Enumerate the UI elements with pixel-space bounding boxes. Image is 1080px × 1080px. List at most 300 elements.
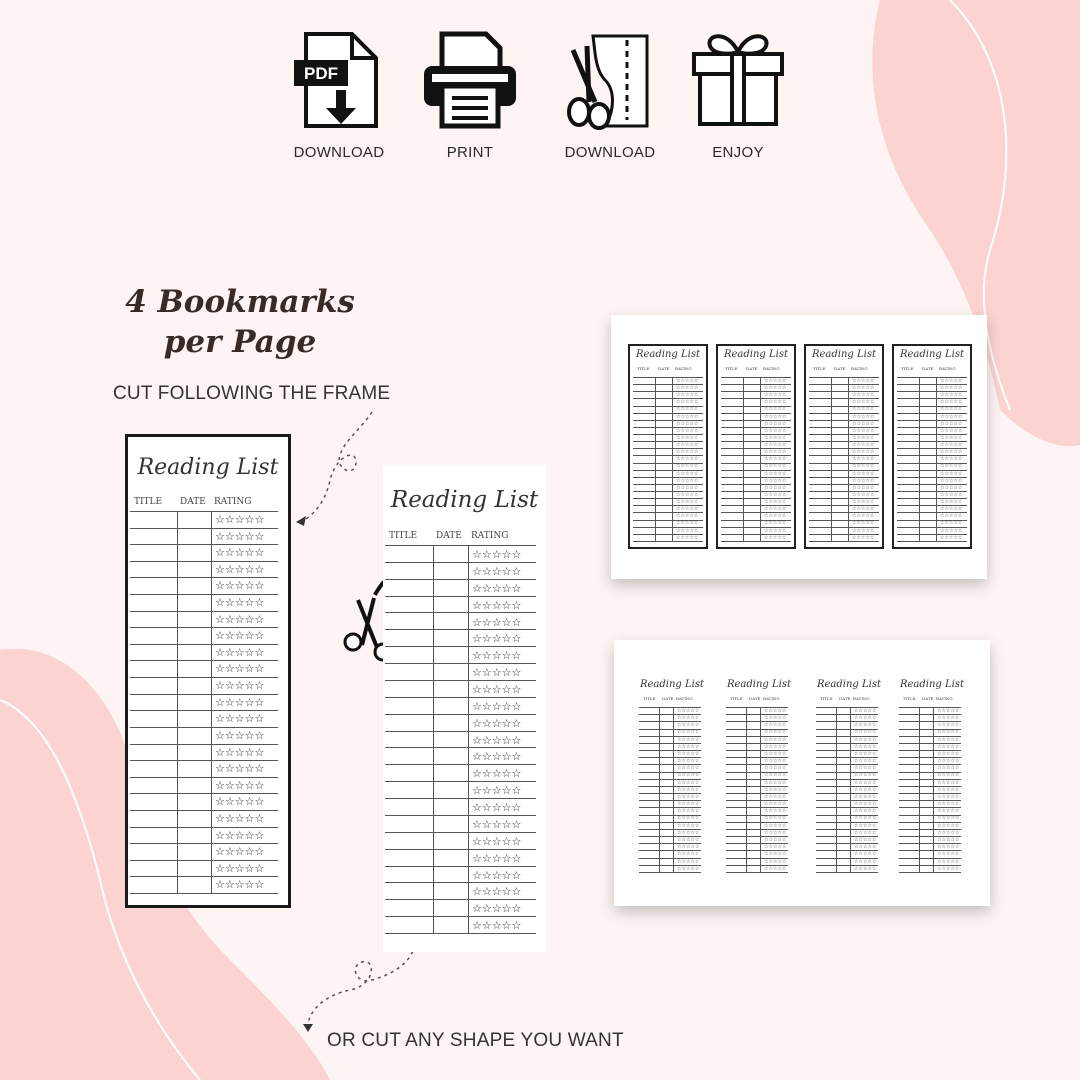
rating-stars: ☆☆☆☆☆ — [472, 548, 522, 562]
rating-stars: ☆☆☆☆☆ — [472, 767, 522, 781]
rating-stars: ☆☆☆☆☆ — [764, 513, 787, 520]
column-header: RATING — [675, 366, 692, 371]
bookmark-table — [897, 366, 970, 541]
rating-stars: ☆☆☆☆☆ — [677, 772, 700, 779]
rating-stars: ☆☆☆☆☆ — [764, 750, 787, 757]
column-header: DATE — [839, 696, 851, 701]
table-row-line — [726, 872, 788, 873]
rating-stars: ☆☆☆☆☆ — [940, 442, 963, 449]
column-header: RATING — [936, 696, 953, 701]
rating-stars: ☆☆☆☆☆ — [676, 377, 699, 384]
step-label-print: PRINT — [446, 144, 494, 161]
rating-stars: ☆☆☆☆☆ — [676, 527, 699, 534]
rating-stars: ☆☆☆☆☆ — [764, 758, 787, 765]
rating-stars: ☆☆☆☆☆ — [940, 534, 963, 541]
rating-stars: ☆☆☆☆☆ — [764, 793, 787, 800]
column-header: RATING — [471, 531, 509, 541]
rating-stars: ☆☆☆☆☆ — [676, 449, 699, 456]
rating-stars: ☆☆☆☆☆ — [764, 392, 787, 399]
rating-stars: ☆☆☆☆☆ — [852, 463, 875, 470]
rating-stars: ☆☆☆☆☆ — [937, 808, 960, 815]
table-column-line — [433, 545, 434, 933]
rating-stars: ☆☆☆☆☆ — [676, 384, 699, 391]
table-row-line — [385, 545, 536, 546]
rating-stars: ☆☆☆☆☆ — [854, 743, 877, 750]
rating-stars: ☆☆☆☆☆ — [764, 743, 787, 750]
rating-stars: ☆☆☆☆☆ — [940, 506, 963, 513]
column-header: TITLE — [901, 366, 914, 371]
rating-stars: ☆☆☆☆☆ — [937, 844, 960, 851]
rating-stars: ☆☆☆☆☆ — [677, 822, 700, 829]
rating-stars: ☆☆☆☆☆ — [677, 844, 700, 851]
column-header: RATING — [676, 696, 693, 701]
rating-stars: ☆☆☆☆☆ — [677, 779, 700, 786]
rating-stars: ☆☆☆☆☆ — [676, 406, 699, 413]
rating-stars: ☆☆☆☆☆ — [764, 527, 787, 534]
rating-stars: ☆☆☆☆☆ — [472, 699, 522, 713]
bookmark-title: Reading List — [137, 455, 279, 480]
rating-stars: ☆☆☆☆☆ — [937, 715, 960, 722]
rating-stars: ☆☆☆☆☆ — [764, 427, 787, 434]
rating-stars: ☆☆☆☆☆ — [764, 456, 787, 463]
table-column-line — [933, 707, 934, 872]
column-header: DATE — [746, 366, 758, 371]
bookmark-table — [721, 366, 794, 541]
rating-stars: ☆☆☆☆☆ — [764, 449, 787, 456]
table-column-line — [760, 707, 761, 872]
rating-stars: ☆☆☆☆☆ — [764, 736, 787, 743]
caption-cut-shape: OR CUT ANY SHAPE YOU WANT — [327, 1030, 624, 1051]
rating-stars: ☆☆☆☆☆ — [940, 449, 963, 456]
column-header: TITLE — [637, 366, 650, 371]
rating-stars: ☆☆☆☆☆ — [472, 885, 522, 899]
rating-stars: ☆☆☆☆☆ — [852, 377, 875, 384]
rating-stars: ☆☆☆☆☆ — [854, 772, 877, 779]
rating-stars: ☆☆☆☆☆ — [852, 527, 875, 534]
rating-stars: ☆☆☆☆☆ — [854, 836, 877, 843]
bookmark-title: Reading List — [639, 679, 705, 690]
rating-stars: ☆☆☆☆☆ — [940, 420, 963, 427]
column-header: TITLE — [134, 497, 163, 507]
rating-stars: ☆☆☆☆☆ — [937, 815, 960, 822]
rating-stars: ☆☆☆☆☆ — [764, 808, 787, 815]
rating-stars: ☆☆☆☆☆ — [764, 858, 787, 865]
rating-stars: ☆☆☆☆☆ — [472, 733, 522, 747]
rating-stars: ☆☆☆☆☆ — [472, 750, 522, 764]
rating-stars: ☆☆☆☆☆ — [852, 470, 875, 477]
rating-stars: ☆☆☆☆☆ — [937, 743, 960, 750]
rating-stars: ☆☆☆☆☆ — [937, 707, 960, 714]
rating-stars: ☆☆☆☆☆ — [215, 695, 265, 709]
rating-stars: ☆☆☆☆☆ — [472, 598, 522, 612]
rating-stars: ☆☆☆☆☆ — [764, 399, 787, 406]
rating-stars: ☆☆☆☆☆ — [854, 707, 877, 714]
rating-stars: ☆☆☆☆☆ — [764, 815, 787, 822]
column-header: RATING — [763, 366, 780, 371]
column-header: RATING — [939, 366, 956, 371]
rating-stars: ☆☆☆☆☆ — [940, 499, 963, 506]
column-header: RATING — [763, 696, 780, 701]
rating-stars: ☆☆☆☆☆ — [215, 529, 265, 543]
rating-stars: ☆☆☆☆☆ — [854, 815, 877, 822]
rating-stars: ☆☆☆☆☆ — [215, 778, 265, 792]
rating-stars: ☆☆☆☆☆ — [472, 902, 522, 916]
column-header: TITLE — [820, 696, 833, 701]
rating-stars: ☆☆☆☆☆ — [764, 406, 787, 413]
rating-stars: ☆☆☆☆☆ — [472, 919, 522, 933]
rating-stars: ☆☆☆☆☆ — [472, 817, 522, 831]
rating-stars: ☆☆☆☆☆ — [677, 851, 700, 858]
rating-stars: ☆☆☆☆☆ — [937, 779, 960, 786]
column-header: RATING — [851, 366, 868, 371]
rating-stars: ☆☆☆☆☆ — [937, 722, 960, 729]
rating-stars: ☆☆☆☆☆ — [472, 682, 522, 696]
rating-stars: ☆☆☆☆☆ — [940, 513, 963, 520]
rating-stars: ☆☆☆☆☆ — [676, 427, 699, 434]
rating-stars: ☆☆☆☆☆ — [852, 392, 875, 399]
bookmark-title: Reading List — [899, 349, 965, 360]
rating-stars: ☆☆☆☆☆ — [215, 878, 265, 892]
column-header: DATE — [749, 696, 761, 701]
caption-cut-frame: CUT FOLLOWING THE FRAME — [113, 383, 391, 404]
rating-stars: ☆☆☆☆☆ — [677, 758, 700, 765]
rating-stars: ☆☆☆☆☆ — [937, 750, 960, 757]
rating-stars: ☆☆☆☆☆ — [937, 786, 960, 793]
bookmark-unframed — [383, 465, 546, 952]
table-row-line — [721, 541, 791, 542]
bookmark-table — [130, 497, 288, 893]
rating-stars: ☆☆☆☆☆ — [940, 520, 963, 527]
rating-stars: ☆☆☆☆☆ — [854, 765, 877, 772]
rating-stars: ☆☆☆☆☆ — [852, 406, 875, 413]
rating-stars: ☆☆☆☆☆ — [852, 484, 875, 491]
rating-stars: ☆☆☆☆☆ — [764, 844, 787, 851]
step-label-enjoy: ENJOY — [712, 144, 764, 161]
rating-stars: ☆☆☆☆☆ — [854, 801, 877, 808]
rating-stars: ☆☆☆☆☆ — [215, 679, 265, 693]
rating-stars: ☆☆☆☆☆ — [764, 865, 787, 872]
bookmark-table — [726, 696, 795, 872]
rating-stars: ☆☆☆☆☆ — [677, 722, 700, 729]
table-column-line — [655, 377, 656, 541]
rating-stars: ☆☆☆☆☆ — [940, 392, 963, 399]
rating-stars: ☆☆☆☆☆ — [472, 615, 522, 629]
rating-stars: ☆☆☆☆☆ — [852, 420, 875, 427]
rating-stars: ☆☆☆☆☆ — [677, 750, 700, 757]
rating-stars: ☆☆☆☆☆ — [215, 662, 265, 676]
rating-stars: ☆☆☆☆☆ — [940, 484, 963, 491]
rating-stars: ☆☆☆☆☆ — [764, 829, 787, 836]
rating-stars: ☆☆☆☆☆ — [764, 836, 787, 843]
headline-line-1: 4 Bookmarks — [125, 284, 355, 320]
rating-stars: ☆☆☆☆☆ — [677, 707, 700, 714]
rating-stars: ☆☆☆☆☆ — [852, 384, 875, 391]
rating-stars: ☆☆☆☆☆ — [215, 579, 265, 593]
rating-stars: ☆☆☆☆☆ — [677, 801, 700, 808]
rating-stars: ☆☆☆☆☆ — [854, 736, 877, 743]
rating-stars: ☆☆☆☆☆ — [676, 413, 699, 420]
rating-stars: ☆☆☆☆☆ — [854, 865, 877, 872]
rating-stars: ☆☆☆☆☆ — [852, 491, 875, 498]
table-column-line — [746, 707, 747, 872]
rating-stars: ☆☆☆☆☆ — [854, 822, 877, 829]
rating-stars: ☆☆☆☆☆ — [940, 377, 963, 384]
rating-stars: ☆☆☆☆☆ — [764, 822, 787, 829]
table-row-line — [633, 541, 703, 542]
rating-stars: ☆☆☆☆☆ — [854, 808, 877, 815]
rating-stars: ☆☆☆☆☆ — [854, 729, 877, 736]
column-header: TITLE — [725, 366, 738, 371]
rating-stars: ☆☆☆☆☆ — [215, 861, 265, 875]
rating-stars: ☆☆☆☆☆ — [676, 491, 699, 498]
rating-stars: ☆☆☆☆☆ — [215, 845, 265, 859]
rating-stars: ☆☆☆☆☆ — [215, 712, 265, 726]
rating-stars: ☆☆☆☆☆ — [852, 434, 875, 441]
rating-stars: ☆☆☆☆☆ — [764, 470, 787, 477]
rating-stars: ☆☆☆☆☆ — [677, 829, 700, 836]
rating-stars: ☆☆☆☆☆ — [854, 844, 877, 851]
table-column-line — [177, 511, 178, 893]
rating-stars: ☆☆☆☆☆ — [676, 392, 699, 399]
rating-stars: ☆☆☆☆☆ — [215, 645, 265, 659]
rating-stars: ☆☆☆☆☆ — [472, 716, 522, 730]
rating-stars: ☆☆☆☆☆ — [937, 729, 960, 736]
table-row-line — [816, 872, 878, 873]
column-header: DATE — [436, 531, 462, 541]
bookmark-title: Reading List — [723, 349, 789, 360]
rating-stars: ☆☆☆☆☆ — [854, 750, 877, 757]
mini-bookmark — [723, 676, 795, 876]
column-header: TITLE — [389, 531, 418, 541]
rating-stars: ☆☆☆☆☆ — [764, 499, 787, 506]
column-header: TITLE — [903, 696, 916, 701]
rating-stars: ☆☆☆☆☆ — [852, 449, 875, 456]
rating-stars: ☆☆☆☆☆ — [472, 581, 522, 595]
rating-stars: ☆☆☆☆☆ — [764, 420, 787, 427]
rating-stars: ☆☆☆☆☆ — [940, 434, 963, 441]
rating-stars: ☆☆☆☆☆ — [854, 793, 877, 800]
rating-stars: ☆☆☆☆☆ — [852, 534, 875, 541]
rating-stars: ☆☆☆☆☆ — [677, 765, 700, 772]
rating-stars: ☆☆☆☆☆ — [937, 758, 960, 765]
rating-stars: ☆☆☆☆☆ — [764, 851, 787, 858]
rating-stars: ☆☆☆☆☆ — [472, 834, 522, 848]
rating-stars: ☆☆☆☆☆ — [764, 779, 787, 786]
rating-stars: ☆☆☆☆☆ — [764, 377, 787, 384]
rating-stars: ☆☆☆☆☆ — [937, 865, 960, 872]
rating-stars: ☆☆☆☆☆ — [940, 491, 963, 498]
rating-stars: ☆☆☆☆☆ — [676, 506, 699, 513]
rating-stars: ☆☆☆☆☆ — [854, 722, 877, 729]
rating-stars: ☆☆☆☆☆ — [937, 858, 960, 865]
rating-stars: ☆☆☆☆☆ — [937, 836, 960, 843]
table-column-line — [836, 707, 837, 872]
rating-stars: ☆☆☆☆☆ — [854, 858, 877, 865]
rating-stars: ☆☆☆☆☆ — [854, 779, 877, 786]
rating-stars: ☆☆☆☆☆ — [677, 729, 700, 736]
column-header: DATE — [662, 696, 674, 701]
rating-stars: ☆☆☆☆☆ — [852, 413, 875, 420]
rating-stars: ☆☆☆☆☆ — [215, 811, 265, 825]
column-header: DATE — [922, 696, 934, 701]
rating-stars: ☆☆☆☆☆ — [676, 420, 699, 427]
rating-stars: ☆☆☆☆☆ — [677, 808, 700, 815]
table-row-line — [130, 511, 278, 512]
mini-bookmark — [636, 676, 708, 876]
rating-stars: ☆☆☆☆☆ — [676, 463, 699, 470]
rating-stars: ☆☆☆☆☆ — [215, 512, 265, 526]
rating-stars: ☆☆☆☆☆ — [764, 520, 787, 527]
column-header: TITLE — [643, 696, 656, 701]
mini-bookmark — [716, 344, 796, 549]
rating-stars: ☆☆☆☆☆ — [676, 534, 699, 541]
rating-stars: ☆☆☆☆☆ — [764, 534, 787, 541]
table-column-line — [211, 511, 212, 893]
rating-stars: ☆☆☆☆☆ — [472, 649, 522, 663]
rating-stars: ☆☆☆☆☆ — [764, 707, 787, 714]
column-header: DATE — [180, 497, 206, 507]
rating-stars: ☆☆☆☆☆ — [676, 499, 699, 506]
rating-stars: ☆☆☆☆☆ — [940, 399, 963, 406]
rating-stars: ☆☆☆☆☆ — [852, 399, 875, 406]
rating-stars: ☆☆☆☆☆ — [764, 484, 787, 491]
table-row-line — [897, 541, 967, 542]
rating-stars: ☆☆☆☆☆ — [677, 786, 700, 793]
step-label-download-2: DOWNLOAD — [564, 144, 656, 161]
rating-stars: ☆☆☆☆☆ — [472, 666, 522, 680]
rating-stars: ☆☆☆☆☆ — [215, 728, 265, 742]
rating-stars: ☆☆☆☆☆ — [472, 784, 522, 798]
bookmark-table — [633, 366, 706, 541]
mini-bookmark — [804, 344, 884, 549]
rating-stars: ☆☆☆☆☆ — [215, 745, 265, 759]
rating-stars: ☆☆☆☆☆ — [937, 801, 960, 808]
rating-stars: ☆☆☆☆☆ — [764, 729, 787, 736]
rating-stars: ☆☆☆☆☆ — [764, 786, 787, 793]
table-row-line — [639, 872, 701, 873]
rating-stars: ☆☆☆☆☆ — [940, 384, 963, 391]
bookmark-title: Reading List — [390, 487, 539, 513]
rating-stars: ☆☆☆☆☆ — [854, 715, 877, 722]
rating-stars: ☆☆☆☆☆ — [215, 795, 265, 809]
rating-stars: ☆☆☆☆☆ — [852, 442, 875, 449]
rating-stars: ☆☆☆☆☆ — [937, 851, 960, 858]
rating-stars: ☆☆☆☆☆ — [940, 406, 963, 413]
rating-stars: ☆☆☆☆☆ — [852, 506, 875, 513]
rating-stars: ☆☆☆☆☆ — [215, 629, 265, 643]
rating-stars: ☆☆☆☆☆ — [764, 491, 787, 498]
step-label-download: DOWNLOAD — [293, 144, 385, 161]
bookmark-table — [639, 696, 708, 872]
rating-stars: ☆☆☆☆☆ — [677, 815, 700, 822]
table-column-line — [760, 377, 761, 541]
column-header: DATE — [658, 366, 670, 371]
rating-stars: ☆☆☆☆☆ — [676, 434, 699, 441]
rating-stars: ☆☆☆☆☆ — [764, 442, 787, 449]
bookmark-title: Reading List — [811, 349, 877, 360]
rating-stars: ☆☆☆☆☆ — [852, 456, 875, 463]
rating-stars: ☆☆☆☆☆ — [937, 793, 960, 800]
rating-stars: ☆☆☆☆☆ — [676, 442, 699, 449]
rating-stars: ☆☆☆☆☆ — [764, 463, 787, 470]
rating-stars: ☆☆☆☆☆ — [852, 427, 875, 434]
table-column-line — [919, 377, 920, 541]
rating-stars: ☆☆☆☆☆ — [215, 562, 265, 576]
rating-stars: ☆☆☆☆☆ — [937, 765, 960, 772]
rating-stars: ☆☆☆☆☆ — [676, 484, 699, 491]
table-column-line — [672, 377, 673, 541]
rating-stars: ☆☆☆☆☆ — [764, 715, 787, 722]
rating-stars: ☆☆☆☆☆ — [215, 762, 265, 776]
bookmark-table — [809, 366, 882, 541]
rating-stars: ☆☆☆☆☆ — [764, 801, 787, 808]
rating-stars: ☆☆☆☆☆ — [940, 456, 963, 463]
rating-stars: ☆☆☆☆☆ — [676, 520, 699, 527]
rating-stars: ☆☆☆☆☆ — [854, 758, 877, 765]
bookmark-title: Reading List — [726, 679, 792, 690]
rating-stars: ☆☆☆☆☆ — [215, 828, 265, 842]
rating-stars: ☆☆☆☆☆ — [472, 801, 522, 815]
rating-stars: ☆☆☆☆☆ — [940, 527, 963, 534]
rating-stars: ☆☆☆☆☆ — [937, 772, 960, 779]
column-header: TITLE — [730, 696, 743, 701]
rating-stars: ☆☆☆☆☆ — [940, 413, 963, 420]
rating-stars: ☆☆☆☆☆ — [852, 477, 875, 484]
rating-stars: ☆☆☆☆☆ — [677, 715, 700, 722]
table-row-line — [899, 872, 961, 873]
rating-stars: ☆☆☆☆☆ — [854, 851, 877, 858]
rating-stars: ☆☆☆☆☆ — [852, 513, 875, 520]
rating-stars: ☆☆☆☆☆ — [215, 546, 265, 560]
sheet-framed — [611, 315, 987, 579]
mini-bookmark — [892, 344, 972, 549]
rating-stars: ☆☆☆☆☆ — [937, 829, 960, 836]
bookmark-title: Reading List — [816, 679, 882, 690]
rating-stars: ☆☆☆☆☆ — [764, 413, 787, 420]
rating-stars: ☆☆☆☆☆ — [472, 632, 522, 646]
bookmark-table — [816, 696, 885, 872]
bookmark-title: Reading List — [635, 349, 701, 360]
rating-stars: ☆☆☆☆☆ — [852, 499, 875, 506]
table-column-line — [919, 707, 920, 872]
rating-stars: ☆☆☆☆☆ — [472, 851, 522, 865]
rating-stars: ☆☆☆☆☆ — [215, 612, 265, 626]
rating-stars: ☆☆☆☆☆ — [764, 434, 787, 441]
table-column-line — [850, 707, 851, 872]
rating-stars: ☆☆☆☆☆ — [677, 736, 700, 743]
rating-stars: ☆☆☆☆☆ — [764, 765, 787, 772]
table-column-line — [468, 545, 469, 933]
table-column-line — [659, 707, 660, 872]
bookmark-title: Reading List — [899, 679, 965, 690]
mini-bookmark — [628, 344, 708, 549]
bookmark-table — [899, 696, 968, 872]
rating-stars: ☆☆☆☆☆ — [764, 506, 787, 513]
rating-stars: ☆☆☆☆☆ — [677, 865, 700, 872]
column-header: RATING — [214, 497, 252, 507]
sheet-unframed — [614, 640, 990, 906]
table-column-line — [673, 707, 674, 872]
rating-stars: ☆☆☆☆☆ — [677, 793, 700, 800]
rating-stars: ☆☆☆☆☆ — [940, 470, 963, 477]
column-header: DATE — [834, 366, 846, 371]
rating-stars: ☆☆☆☆☆ — [676, 456, 699, 463]
rating-stars: ☆☆☆☆☆ — [472, 868, 522, 882]
rating-stars: ☆☆☆☆☆ — [677, 836, 700, 843]
mini-bookmark — [896, 676, 968, 876]
rating-stars: ☆☆☆☆☆ — [854, 786, 877, 793]
rating-stars: ☆☆☆☆☆ — [764, 772, 787, 779]
